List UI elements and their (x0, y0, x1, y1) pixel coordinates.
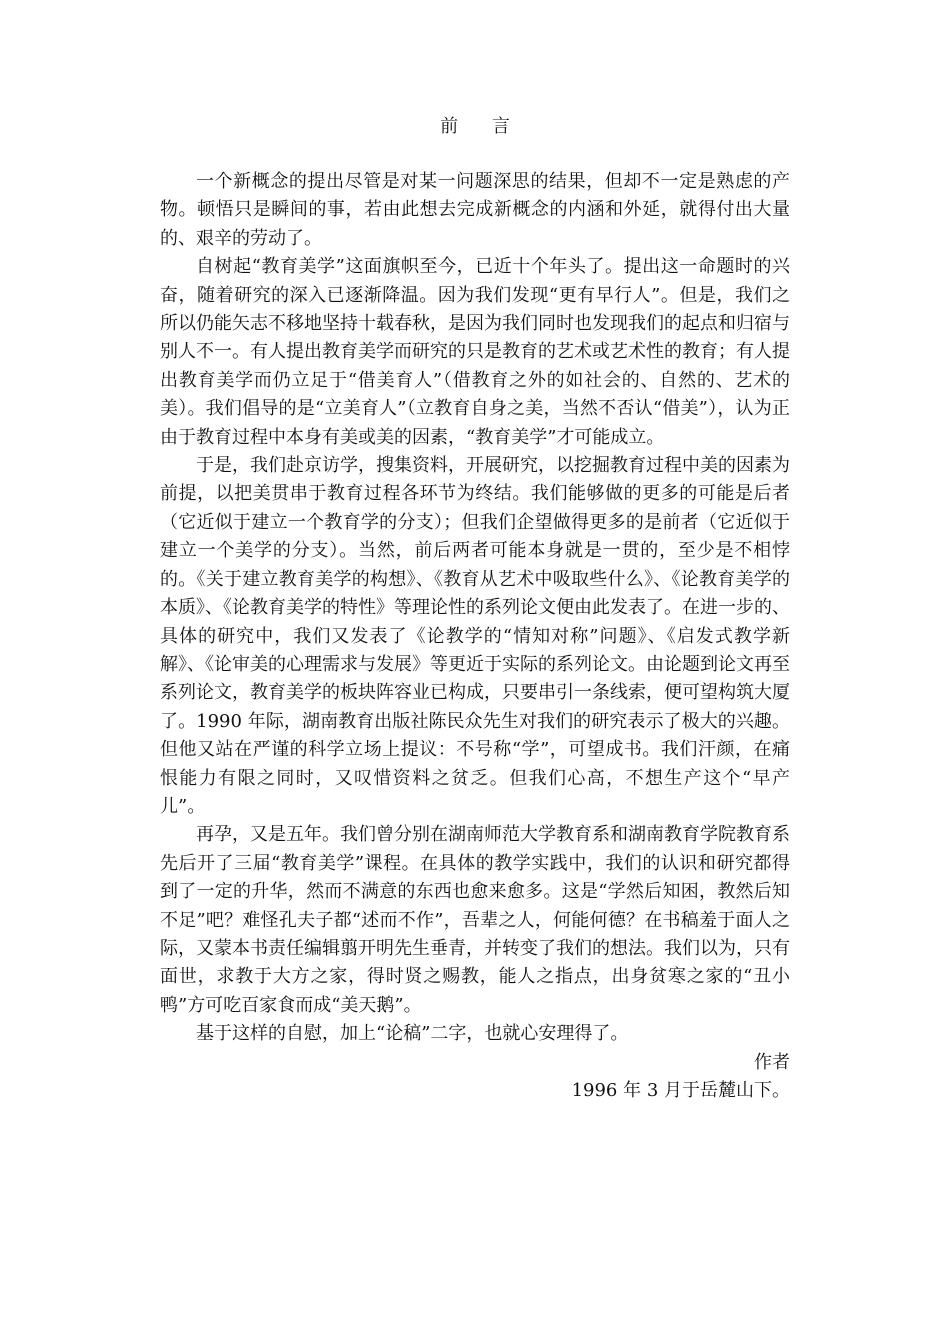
preface-body (160, 168, 790, 1049)
signature-author: 作者 (754, 1051, 790, 1073)
signature-date: 1996 年 3 月于岳麓山下。 (571, 1080, 790, 1101)
page-title: 前 言 (440, 116, 524, 137)
paragraph-2: 自树起“教育美学”这面旗帜至今，已近十个年头了。提出这一命题时的兴奋，随着研究的深入已逐渐降温。因为我们发现“更有早行人”。但是，我们之所以仍能矢志不移地坚持十载春秋，是因为我们同时也发现我们的起点和归宿与别人不一。有人提出教育美学而研究的只是教育的艺术或艺术性的教育；有人提出教育美学而仍立足于“借美育人”（借教育之外的如社会的、自然的、艺术的美）。我们倡导的是“立美育人”（立教育自身之美，当然不否认“借美”），认为正由于教育过程中本身有美或美的因素，“教育美学”才可能成立。 (160, 256, 790, 448)
paragraph-3: 于是，我们赴京访学，搜集资料，开展研究，以挖掘教育过程中美的因素为前提，以把美贯串于教育过程各环节为终结。我们能够做的更多的可能是后者（它近似于建立一个教育学的分支）；但我们企望做得更多的是前者（它近似于建立一个美学的分支）。当然，前后两者可能本身就是一贯的，至少是不相悖的。《关于建立教育美学的构想》、《教育从艺术中吸取些什么》、《论教育美学的本质》、《论教育美学的特性》等理论性的系列论文便由此发表了。在进一步的、具体的研究中，我们又发表了《论教学的“情知对称”问题》、《启发式教学新解》、《论审美的心理需求与发展》等更近于实际的系列论文。由论题到论文再至系列论文，教育美学的板块阵容业已构成，只要串引一条线索，便可望构筑大厦了。1990 年际，湖南教育出版社陈民众先生对我们的研究表示了极大的兴趣。但他又站在严谨的科学立场上提议：不号称“学”，可望成书。我们汗颜，在痛恨能力有限之同时，又叹惜资料之贫乏。但我们心高，不想生产这个“早产儿”。 (160, 455, 790, 817)
preface-page (160, 112, 790, 1105)
paragraph-1: 一个新概念的提出尽管是对某一问题深思的结果，但却不一定是熟虑的产物。顿悟只是瞬间的事，若由此想去完成新概念的内涵和外延，就得付出大量的、艰辛的劳动了。 (160, 171, 790, 249)
paragraph-4: 再孕，又是五年。我们曾分别在湖南师范大学教育系和湖南教育学院教育系先后开了三届“教育美学”课程。在具体的教学实践中，我们的认识和研究都得到了一定的升华，然而不满意的东西也愈来愈多。这是“学然后知困，教然后知不足”吧？难怪孔夫子都“述而不作”，吾辈之人，何能何德？在书稿羞于面人之际，又蒙本书责任编辑翦开明先生垂青，并转变了我们的想法。我们以为，只有面世，求教于大方之家，得时贤之赐教，能人之指点，出身贫寒之家的“丑小鸭”方可吃百家食而成“美天鹅”。 (160, 824, 790, 1016)
paragraph-5: 基于这样的自慰，加上“论稿”二字，也就心安理得了。 (196, 1023, 629, 1045)
